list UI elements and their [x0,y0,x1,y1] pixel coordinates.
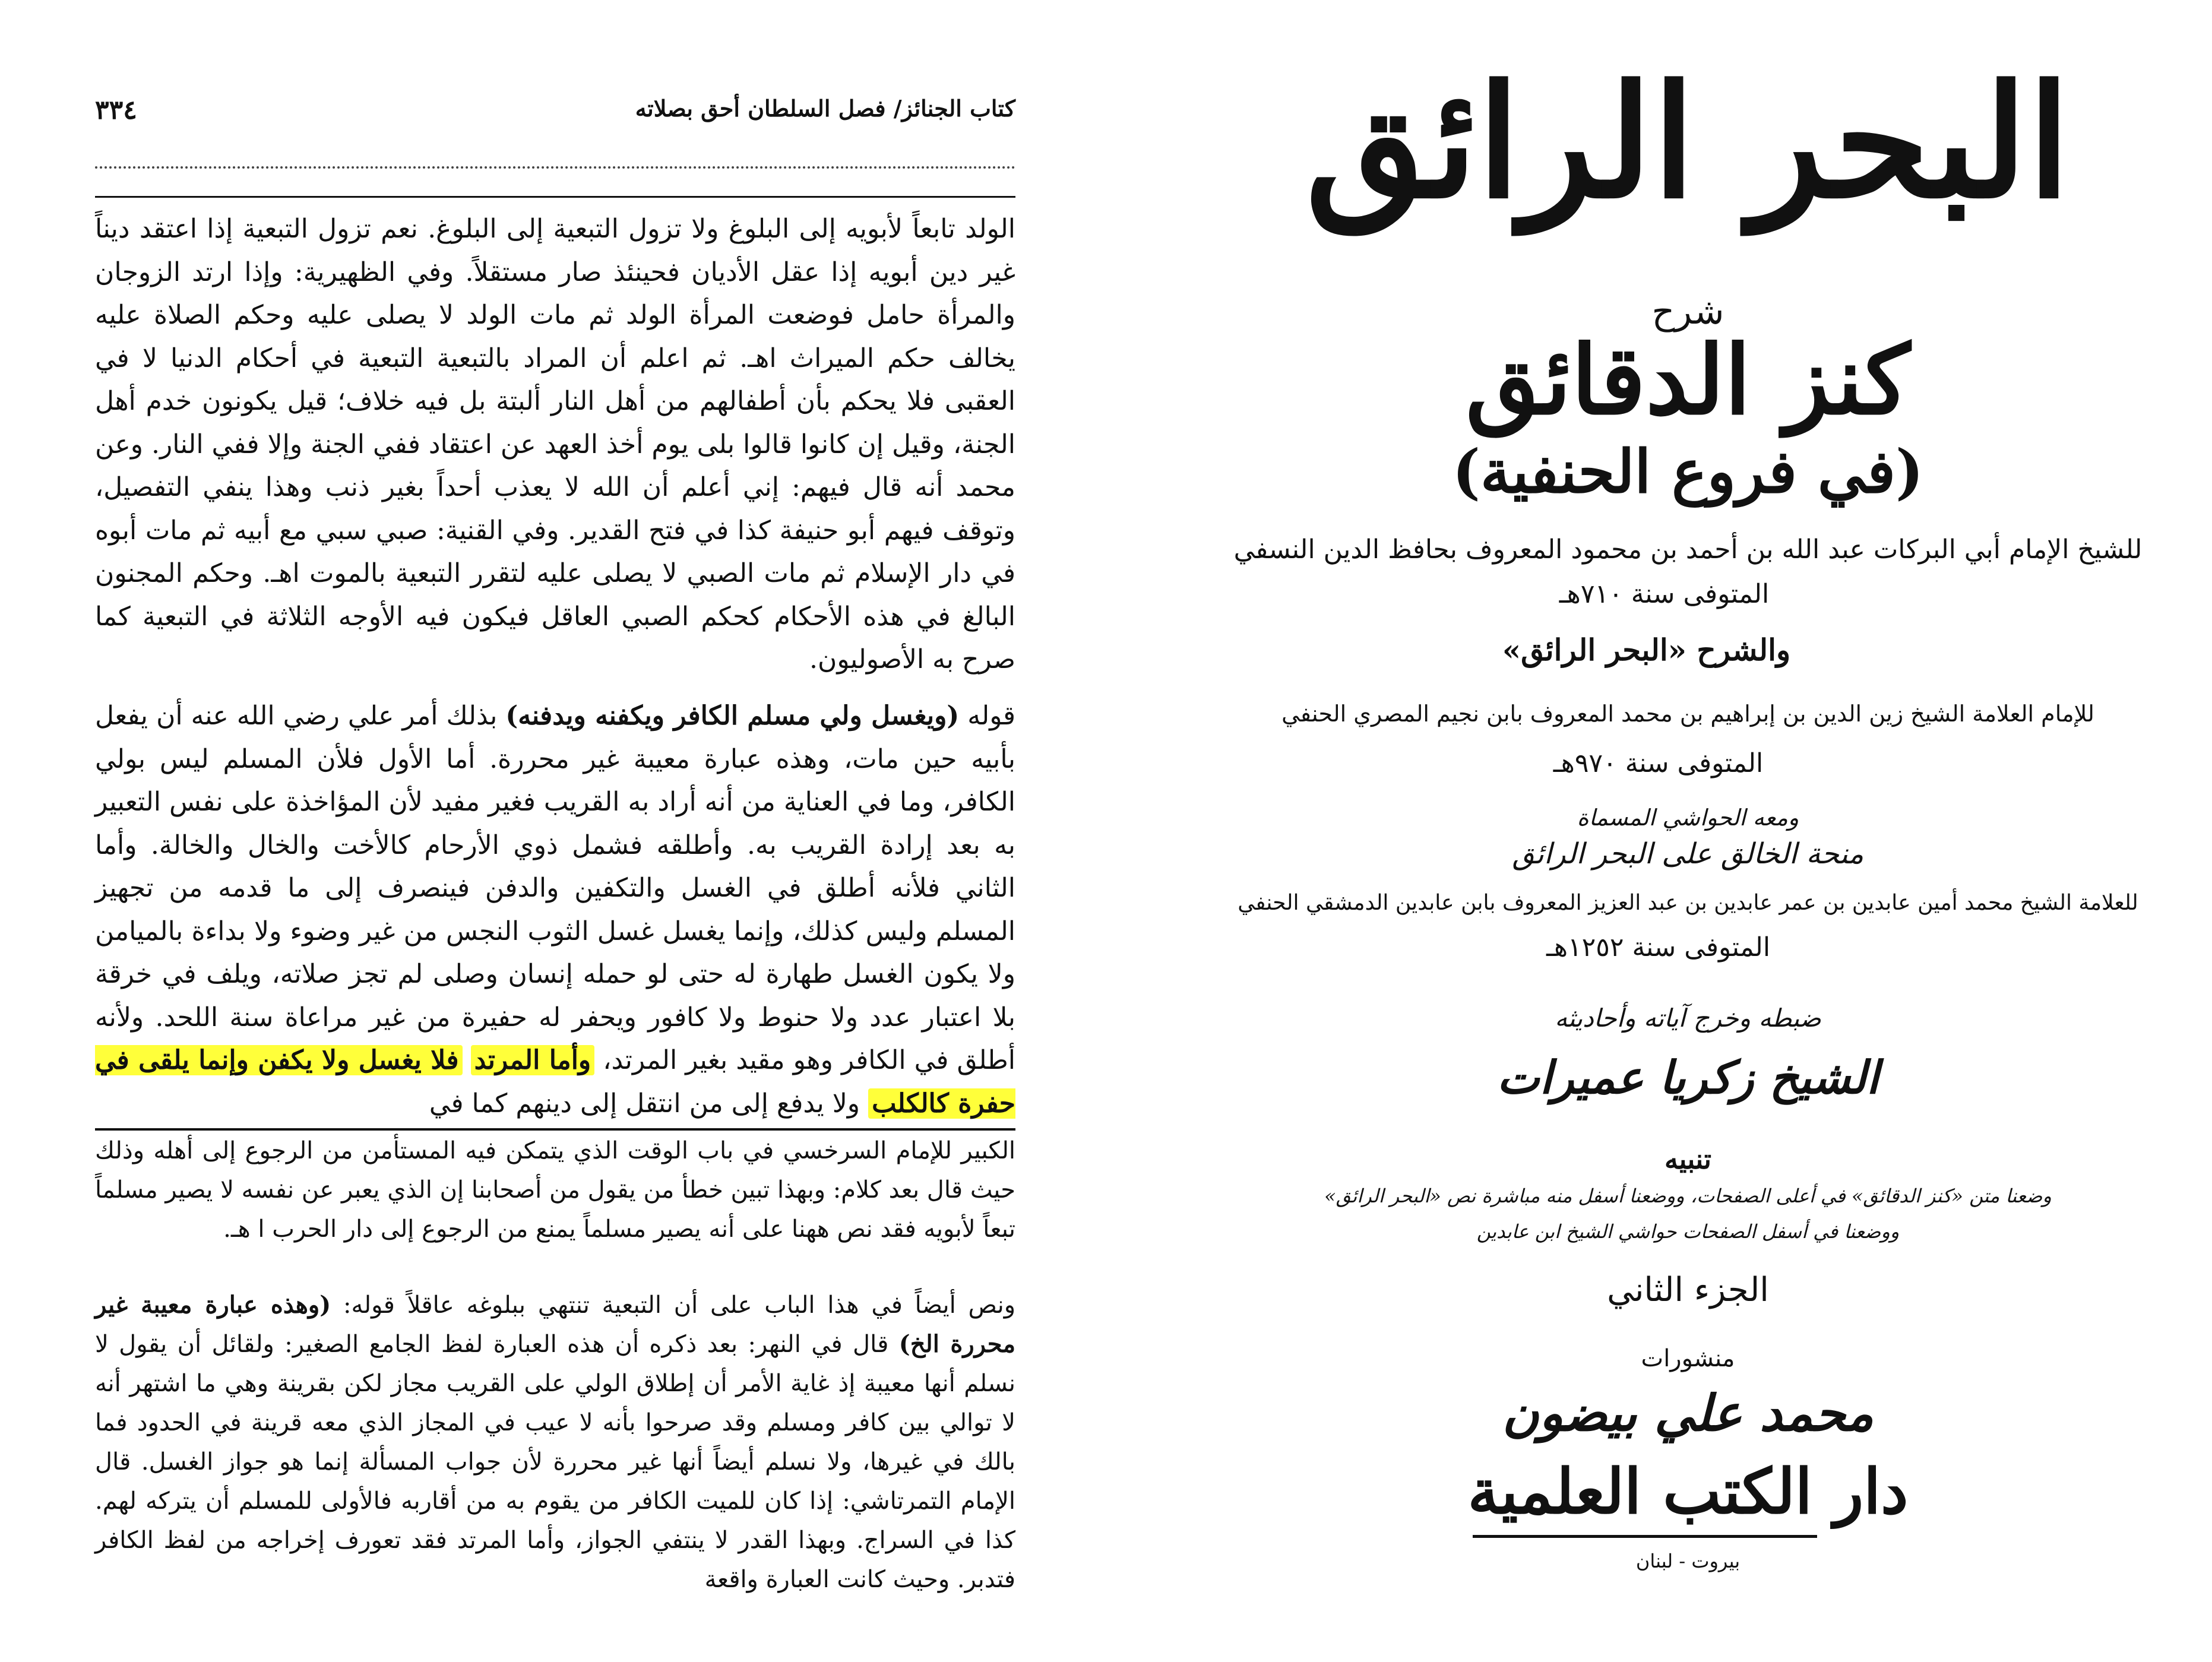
commentary-paragraph-1: الولد تابعاً لأبويه إلى البلوغ ولا تزول التبعية إلى البلوغ. نعم تزول التبعية إذا اعتقد ديناً غير دين أبويه إذا عقل الأديان فحينئذ صار مستقلاً. وفي الظهيرية: وإذا ارتد الزوجان والمرأة حامل فوضعت المرأة الولد ثم مات الولد لا يصلى عليه وحكم الصلاة عليه يخالف حكم الميراث اهـ. ثم اعلم أن المراد بالتبعية التبعية في أحكام الدنيا لا في العقبى فلا يحكم بأن أطفالهم من أهل النار ألبتة بل فيه خلاف؛ قيل يكونون خدم أهل الجنة، وقيل إن كانوا قالوا بلى يوم أخذ العهد عن اعتقاد ففي الجنة وإلا ففي النار. وعن محمد أنه قال فيهم: إني أعلم أن الله لا يعذب أحداً بغير ذنب وهذا ينفي التفصيل، وتوقف فيهم أبو حنيفة كذا في فتح القدير. وفي القنية: صبي سبي مع أبيه ثم مات أبوه في دار الإسلام ثم مات الصبي لا يصلى عليه لتقرر التبعية بالموت اهـ. وحكم المجنون البالغ في هذه الأحكام كحكم الصبي العاقل فيكون فيه الأوجه الثلاثة في التبعية كما صرح به الأصوليون. [95,214,1015,675]
notice-line-2: ووضعنا في أسفل الصفحات حواشي الشيخ ابن عابدين [1476,1220,1900,1243]
header-title: كتاب الجنائز/ فصل السلطان أحق بصلاته [635,95,1015,122]
footnote-intro: ونص أيضاً في هذا الباب على أن التبعية تنتهي ببلوغه عاقلاً قوله: [343,1291,1016,1319]
book-title: البحر الرائق [1305,52,2071,233]
left-page [0,0,1093,1662]
editor-name: الشيخ زكريا عميرات [1497,1051,1879,1104]
publisher-house: دار الكتب العلمية [1467,1455,1909,1528]
died-year-1: المتوفى سنة ٧١٠هـ [1559,579,1770,609]
footnote-2 [95,1286,1015,1599]
died-year-2: المتوفى سنة ٩٧٠هـ [1553,748,1764,778]
kanz-title: كنز الدقائق [1466,324,1910,436]
footnote-body: قال في النهر: بعد ذكره أن هذه العبارة لفظ الجامع الصغير: ولقائل أن يقول لا نسلم أنها معيبة إذ غاية الأمر أن إطلاق الولي على القريب مجاز لكن بقرينة وهي ما اشتهر أنه لا توالي بين كافر ومسلم وقد صرحوا بأنه لا عيب في المجاز الذي معه قرينة في الحدود فما بالك في غيرها، ولا نسلم أيضاً أنها غير محررة لأن جواب المسألة إنما هو جواز الغسل. قال الإمام التمرتاشي: إذا كان للميت الكافر من يقوم به من أقاربه فالأولى للمسلم أن يتركه لهم. كذا في السراج. وبهذا القدر لا ينتفي الجواز، وأما المرتد فقد تعورف إخراجه من لفظ الكافر فتدبر. وحيث كانت العبارة واقعة [95,1331,1015,1593]
page-header [95,95,1015,131]
page-number: ٣٣٤ [95,95,137,125]
editing-note: ضبطه وخرج آياته وأحاديثه [1555,1003,1821,1033]
sharh-label: والشرح «البحر الرائق» [1502,632,1791,667]
publications-label: منشورات [1641,1345,1735,1372]
highlighted-phrase-2: فلا يغسل ولا يكفن وإنما يلقى في حفرة كالكلب [95,1045,1015,1119]
footnote-1: الكبير للإمام السرخسي في باب الوقت الذي يتمكن فيه المستأمن من الرجوع إلى أهله وذلك حيث قال بعد كلام: وبهذا تبين خطأ من يقول من أصحابنا إن الذي يعبر عن نفسه لا يصير مسلماً تبعاً لأبويه فقد نص ههنا على أنه يصير مسلماً يمنع من الرجوع إلى دار الحرب ا هـ. [95,1137,1015,1243]
sharh-word: شرح [1651,291,1724,333]
notice-title: تنبيه [1664,1143,1712,1175]
publisher-underline [1473,1535,1817,1538]
paragraph-tail: ولا يدفع إلى من انتقل إلى دينهم كما في [429,1088,860,1119]
author-ibn-nujaym: للإمام العلامة الشيخ زين الدين بن إبراهيم بن محمد المعروف بابن نجيم المصري الحنفي [1281,701,2094,727]
title-page [1164,0,2212,1662]
publisher-name: محمد علي بيضون [1502,1384,1874,1442]
died-year-3: المتوفى سنة ١٢٥٢هـ [1546,932,1771,963]
publisher-city: بيروت - لبنان [1635,1550,1741,1572]
footnote-rule [95,1128,1015,1131]
paragraph-prefix: قوله [967,701,1015,731]
paragraph-body: بذلك أمر علي رضي الله عنه أن يفعل بأبيه حين مات، وهذه عبارة معيبة غير محررة. أما الأول فلأن المسلم ليس بولي الكافر، وما في العناية من أنه أراد به القريب فغير مفيد لأن المؤاخذة على نفس التعبير به بعد إرادة القريب به. وأطلقه فشمل ذوي الأرحام كالأخت والخال والخالة. وأما الثاني فلأنه أطلق في الغسل والتكفين والدفن فينصرف إلى ما قدمه من تجهيز المسلم وليس كذلك، وإنما يغسل غسل الثوب النجس من غير وضوء ولا بداءة بالميامن ولا يكون الغسل طهارة له حتى لو حمله إنسان وصلى لم تجز صلاته، ويلف في خرقة بلا اعتبار عدد ولا حنوط ولا كافور ويحفر له حفيرة من غير مراعاة سنة اللحد. ولأنه أطلق في الكافر وهو مقيد بغير المرتد، [95,701,1015,1075]
author-ibn-abidin: للعلامة الشيخ محمد أمين عابدين بن عمر عابدين بن عبد العزيز المعروف بابن عابدين الدمشقي الحنفي [1238,891,2138,915]
commentary-paragraph-2 [95,695,1015,1125]
footnote-quote: (وهذه عبارة معيبة غير محررة الخ) [95,1291,1015,1358]
minha-title: منحة الخالق على البحر الرائق [1512,837,1864,870]
matn-quote: (ويغسل ولي مسلم الكافر ويكفنه ويدفنه) [505,701,960,731]
notice-line-1: وضعنا متن «كنز الدقائق» في أعلى الصفحات، ووضعنا أسفل منه مباشرة نص «البحر الرائق» [1324,1185,2052,1207]
top-rule [95,196,1015,198]
hawashi-label: ومعه الحواشي المسماة [1577,805,1799,831]
furu-subtitle: (في فروع الحنفية) [1452,436,1924,506]
author-nasafi: للشيخ الإمام أبي البركات عبد الله بن أحمد بن محمود المعروف بحافظ الدين النسفي [1233,534,2143,565]
highlighted-phrase-1: وأما المرتد [471,1045,595,1075]
volume-label: الجزء الثاني [1607,1271,1769,1309]
dotted-separator [95,160,1015,169]
